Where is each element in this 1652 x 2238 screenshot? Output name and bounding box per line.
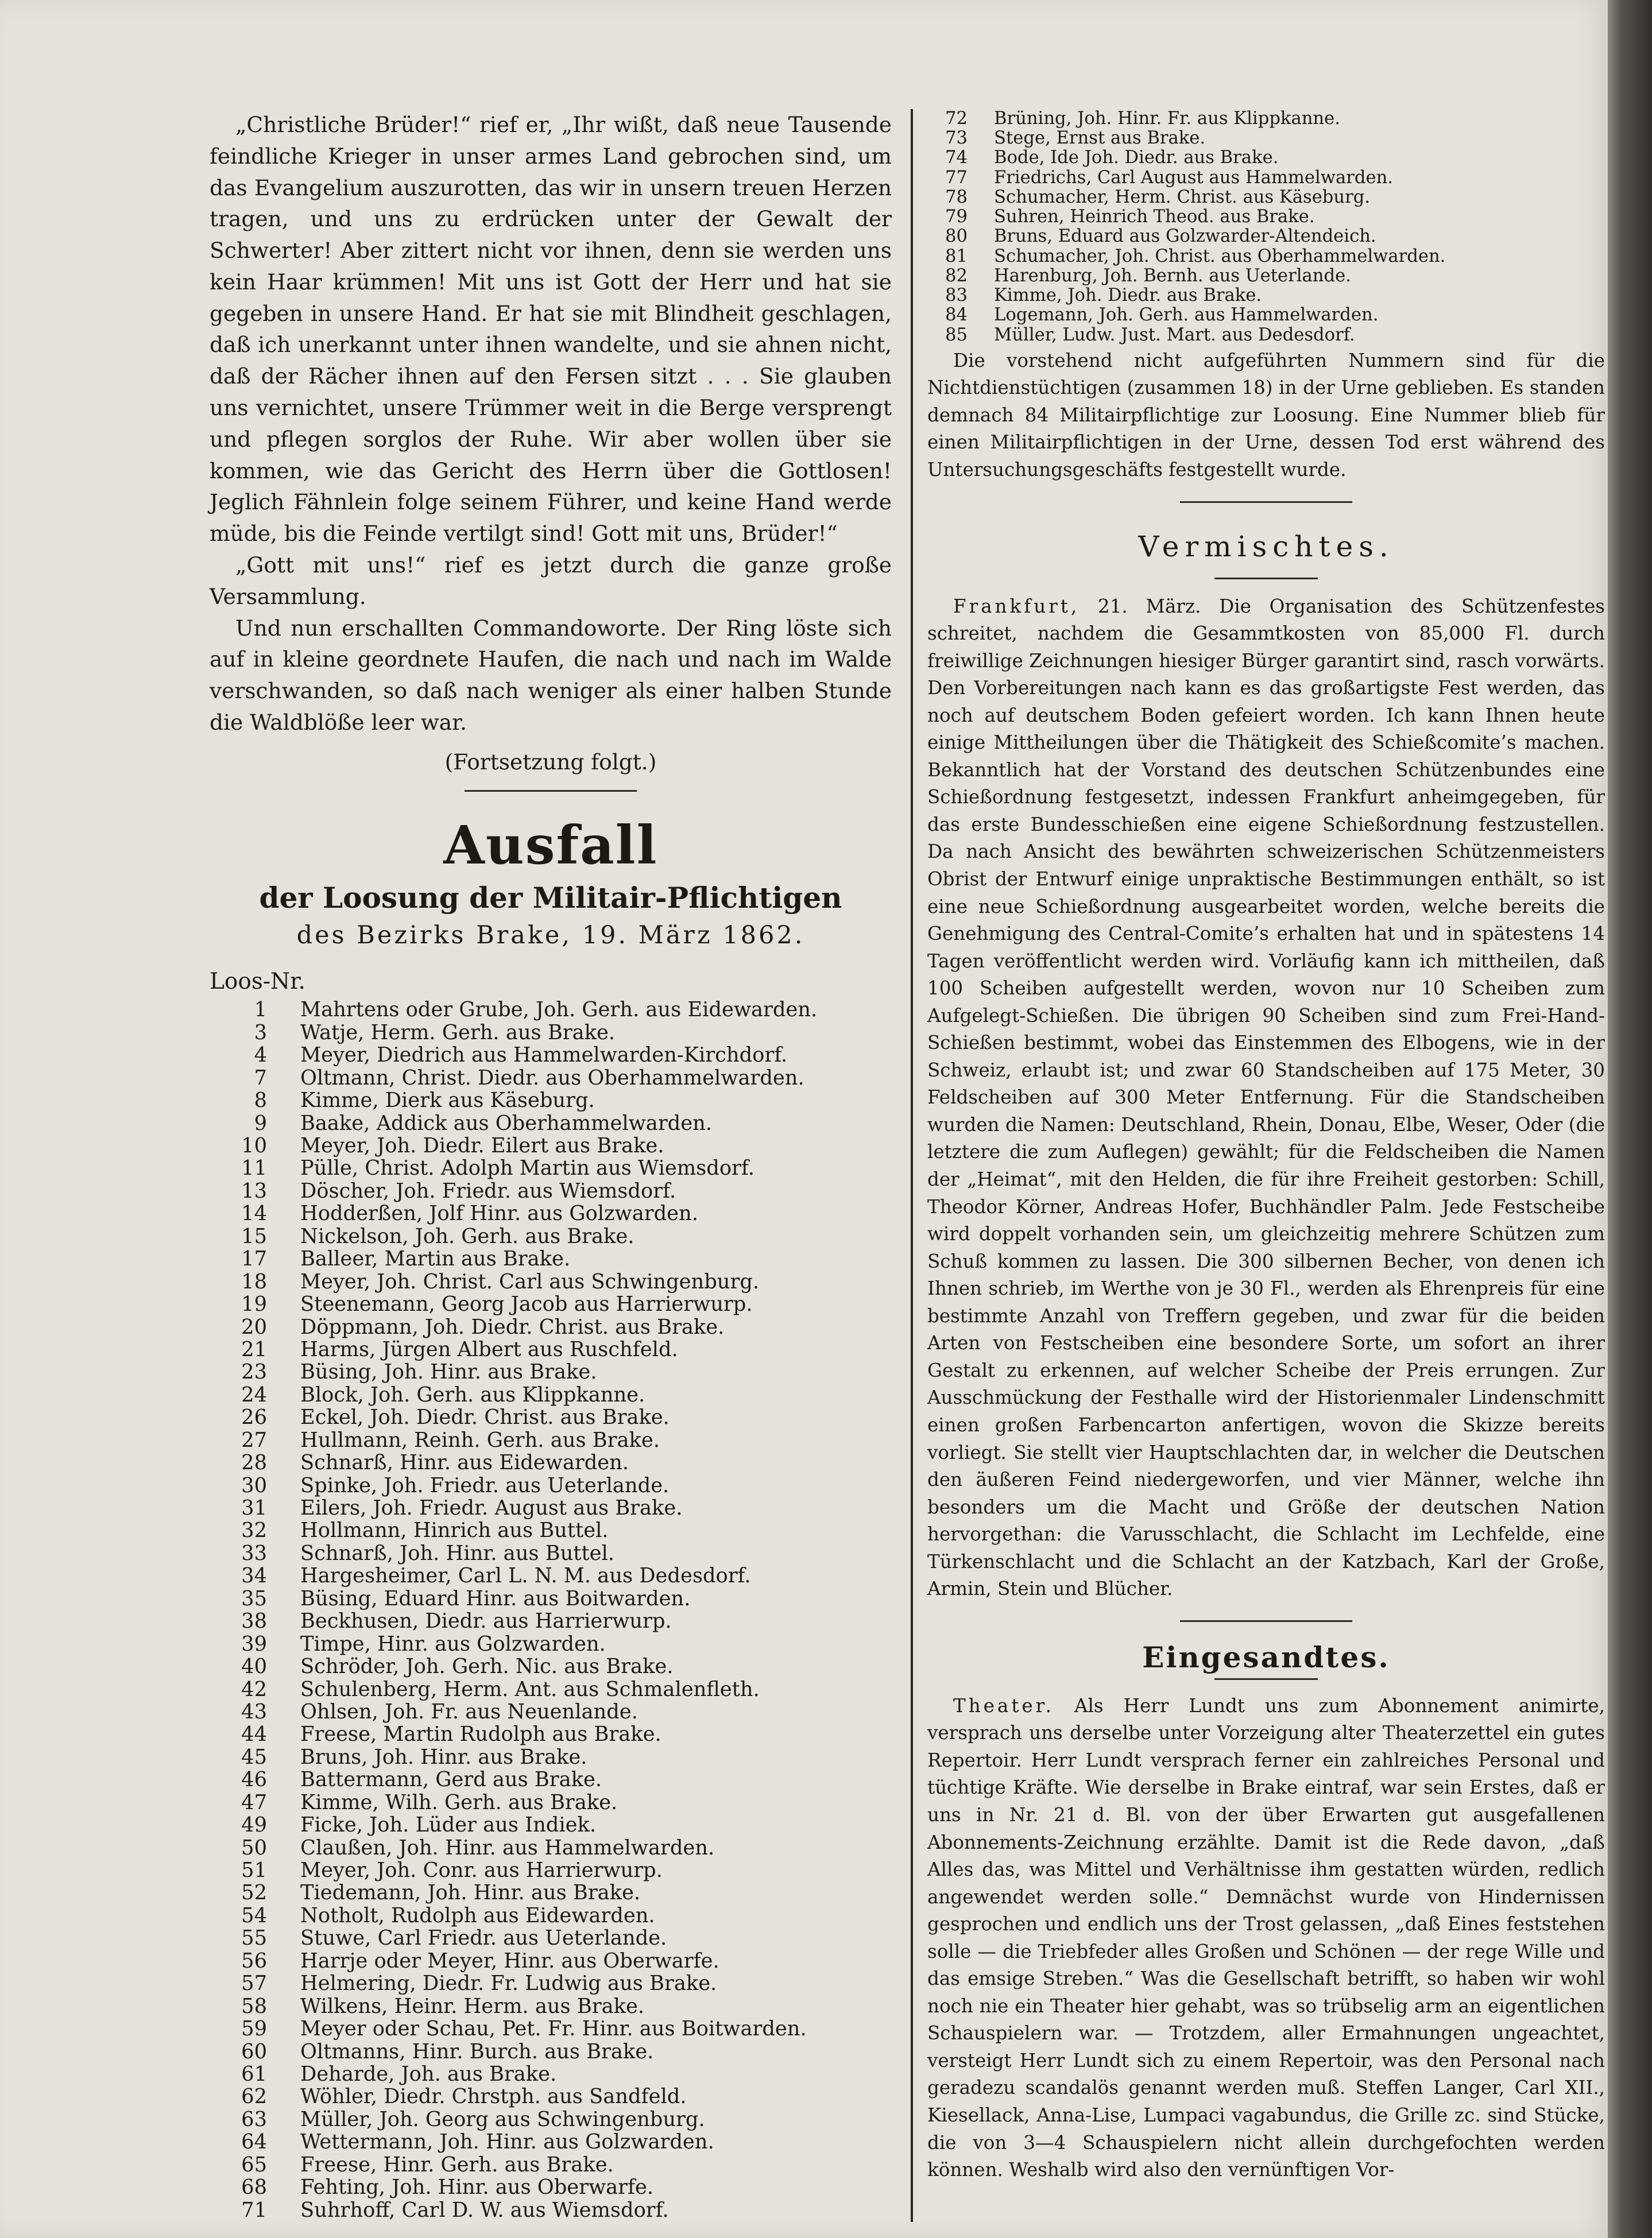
section-heading-eingesandtes: Eingesandtes.	[1142, 1640, 1390, 1674]
lot-number: 1	[254, 998, 267, 1022]
list-entry	[210, 1225, 892, 1248]
conscript-name: Kimme, Wilh. Gerh. aus Brake.	[300, 1790, 618, 1814]
lot-number: 61	[241, 2062, 267, 2086]
lot-number: 55	[241, 1926, 267, 1950]
list-entry	[210, 1723, 892, 1745]
conscript-name: Spinke, Joh. Friedr. aus Ueterlande.	[300, 1473, 670, 1497]
list-entry	[210, 1904, 892, 1927]
list-entry	[210, 1678, 892, 1701]
conscript-name: Logemann, Joh. Gerh. aus Hammelwarden.	[994, 305, 1379, 326]
conscript-name: Suhrhoff, Carl D. W. aus Wiemsdorf.	[300, 2198, 669, 2222]
lot-number: 38	[241, 1609, 267, 1633]
list-subtitle: der Loosung der Militair-Pflichtigen	[259, 881, 842, 915]
conscript-name: Deharde, Joh. aus Brake.	[300, 2062, 557, 2086]
list-entry	[927, 168, 1605, 188]
lot-number: 73	[945, 128, 968, 149]
conscript-name: Meyer oder Schau, Pet. Fr. Hinr. aus Boitwarden.	[300, 2017, 807, 2041]
lot-number: 20	[241, 1315, 267, 1339]
list-entry	[927, 207, 1605, 227]
conscript-name: Bruns, Joh. Hinr. aus Brake.	[300, 1745, 587, 1769]
list-entry	[210, 1021, 892, 1044]
conscript-name: Battermann, Gerd aus Brake.	[300, 1768, 602, 1792]
list-entry	[210, 2108, 892, 2131]
lot-number: 77	[945, 167, 968, 188]
conscript-name: Müller, Ludw. Just. Mart. aus Dedesdorf.	[994, 324, 1355, 345]
conscript-name: Ohlsen, Joh. Fr. aus Neuenlande.	[300, 1699, 638, 1724]
conscript-name: Freese, Hinr. Gerh. aus Brake.	[300, 2152, 614, 2177]
conscript-name: Freese, Martin Rudolph aus Brake.	[300, 1722, 661, 1747]
conscript-name: Schulenberg, Herm. Ant. aus Schmalenfleth.	[300, 1677, 760, 1701]
lot-number: 17	[241, 1247, 267, 1271]
lot-number: 13	[241, 1179, 267, 1203]
conscript-name: Harenburg, Joh. Bernh. aus Ueterlande.	[994, 265, 1351, 286]
conscript-name: Block, Joh. Gerh. aus Klippkanne.	[300, 1383, 645, 1407]
lot-number: 71	[241, 2198, 267, 2222]
lot-number: 42	[241, 1677, 267, 1701]
list-entry	[210, 2154, 892, 2176]
list-entry	[210, 1157, 892, 1179]
conscript-name: Wettermann, Joh. Hinr. aus Golzwarden.	[300, 2130, 714, 2154]
list-entry	[210, 2085, 892, 2108]
list-entry	[210, 1950, 892, 1972]
page-edge-shadow	[1608, 0, 1652, 2238]
conscript-name: Pülle, Christ. Adolph Martin aus Wiemsdorf.	[300, 1156, 755, 1180]
right-column	[927, 109, 1605, 2184]
lot-number: 35	[241, 1586, 267, 1610]
list-entry	[927, 286, 1605, 305]
list-entry	[927, 326, 1605, 345]
conscript-name: Oltmann, Christ. Diedr. aus Oberhammelwarden.	[300, 1066, 804, 1090]
conscript-name: Stege, Ernst aus Brake.	[994, 128, 1206, 149]
lot-number: 21	[241, 1337, 267, 1361]
conscript-name: Harrje oder Meyer, Hinr. aus Oberwarfe.	[300, 1949, 719, 1973]
list-entry	[927, 109, 1605, 129]
lottery-list-right	[927, 109, 1605, 345]
conscript-name: Müller, Joh. Georg aus Schwingenburg.	[300, 2107, 705, 2131]
conscript-name: Büsing, Joh. Hinr. aus Brake.	[300, 1360, 597, 1384]
conscript-name: Meyer, Joh. Diedr. Eilert aus Brake.	[300, 1134, 664, 1158]
list-entry	[927, 227, 1605, 246]
lot-number: 59	[241, 2017, 267, 2041]
lot-number: 52	[241, 1881, 267, 1905]
conscript-name: Döppmann, Joh. Diedr. Christ. aus Brake.	[300, 1315, 725, 1339]
conscript-name: Friedrichs, Carl August aus Hammelwarden.	[994, 167, 1394, 188]
conscript-name: Bode, Ide Joh. Diedr. aus Brake.	[994, 148, 1279, 168]
lot-number: 23	[241, 1360, 267, 1384]
list-entry	[210, 1542, 892, 1565]
list-entry	[210, 2063, 892, 2085]
article-frankfurt	[927, 593, 1605, 1603]
list-entry	[210, 1633, 892, 1655]
list-entry	[210, 1587, 892, 1610]
lot-number: 74	[945, 148, 968, 168]
lot-number: 82	[945, 265, 968, 286]
conscript-name: Stuwe, Carl Friedr. aus Ueterlande.	[300, 1926, 667, 1950]
lot-number: 57	[241, 1972, 267, 1996]
conscript-name: Balleer, Martin aus Brake.	[300, 1247, 571, 1271]
list-entry	[210, 1881, 892, 1904]
list-entry	[210, 1655, 892, 1678]
lot-number: 50	[241, 1836, 267, 1860]
conscript-name: Notholt, Rudolph aus Eidewarden.	[300, 1903, 655, 1927]
list-entry	[210, 1429, 892, 1451]
lot-number: 8	[254, 1089, 267, 1113]
lot-number: 63	[241, 2107, 267, 2131]
lot-number: 14	[241, 1202, 267, 1226]
list-entry	[927, 148, 1605, 168]
list-entry	[927, 129, 1605, 148]
list-entry	[210, 1044, 892, 1066]
list-subtitle-date: des Bezirks Brake, 19. März 1862.	[296, 921, 805, 950]
lot-number: 31	[241, 1496, 267, 1520]
conscript-name: Hodderßen, Jolf Hinr. aus Golzwarden.	[300, 1202, 698, 1226]
lot-number: 64	[241, 2130, 267, 2154]
lot-number: 32	[241, 1519, 267, 1543]
lot-number: 45	[241, 1745, 267, 1769]
conscript-name: Kimme, Joh. Diedr. aus Brake.	[994, 285, 1262, 306]
list-entry	[210, 1089, 892, 1112]
list-entry	[210, 1135, 892, 1157]
lot-number: 24	[241, 1383, 267, 1407]
article-theater	[927, 1693, 1605, 2184]
list-entry	[210, 1995, 892, 2018]
list-entry	[210, 1248, 892, 1270]
lot-number: 19	[241, 1292, 267, 1317]
lot-number: 46	[241, 1768, 267, 1792]
list-entry	[927, 305, 1605, 325]
list-entry	[210, 1837, 892, 1859]
conscript-name: Bruns, Eduard aus Golzwarder-Altendeich.	[994, 226, 1376, 247]
list-entry	[210, 2131, 892, 2153]
list-entry	[927, 188, 1605, 207]
lot-number: 7	[254, 1066, 267, 1090]
conscript-name: Hargesheimer, Carl L. N. M. aus Dedesdorf.	[300, 1564, 751, 1588]
conscript-name: Kimme, Dierk aus Käseburg.	[300, 1089, 595, 1113]
list-entry	[210, 1519, 892, 1542]
list-entry	[210, 1610, 892, 1632]
lot-number: 28	[241, 1451, 267, 1475]
conscript-name: Döscher, Joh. Friedr. aus Wiemsdorf.	[300, 1179, 676, 1203]
list-entry	[210, 2040, 892, 2063]
conscript-name: Eilers, Joh. Friedr. August aus Brake.	[300, 1496, 683, 1520]
column-divider	[911, 109, 913, 2222]
list-entry	[210, 1451, 892, 1474]
list-entry	[210, 1565, 892, 1587]
list-entry	[210, 1112, 892, 1135]
lot-number: 58	[241, 1994, 267, 2018]
lot-number: 43	[241, 1699, 267, 1724]
conscript-name: Eckel, Joh. Diedr. Christ. aus Brake.	[300, 1405, 670, 1430]
conscript-name: Schumacher, Joh. Christ. aus Oberhammelwarden.	[994, 246, 1446, 266]
list-entry	[210, 1497, 892, 1519]
lot-number: 79	[945, 207, 968, 227]
separator-rule	[465, 790, 637, 792]
conscript-name: Beckhusen, Diedr. aus Harrierwurp.	[300, 1609, 672, 1633]
conscript-name: Harms, Jürgen Albert aus Ruschfeld.	[300, 1337, 678, 1361]
lot-number: 83	[945, 285, 968, 306]
list-entry	[210, 998, 892, 1021]
lot-number: 11	[241, 1156, 267, 1180]
conscript-name: Suhren, Heinrich Theod. aus Brake.	[994, 207, 1315, 227]
conscript-name: Meyer, Diedrich aus Hammelwarden-Kirchdorf.	[300, 1043, 788, 1067]
list-entry	[210, 1384, 892, 1406]
list-entry	[210, 1768, 892, 1791]
lot-number: 62	[241, 2085, 267, 2109]
lot-number: 81	[945, 246, 968, 266]
list-entry	[210, 1338, 892, 1361]
conscript-name: Helmering, Diedr. Fr. Ludwig aus Brake.	[300, 1972, 717, 1996]
lot-number: 72	[945, 109, 968, 129]
lot-number: 78	[945, 187, 968, 207]
left-column	[210, 109, 892, 2221]
lot-number: 34	[241, 1564, 267, 1588]
lot-number: 56	[241, 1949, 267, 1973]
story-paragraph-2: „Gott mit uns!“ rief es jetzt durch die ganze große Versammlung.	[210, 552, 892, 609]
conscript-name: Büsing, Eduard Hinr. aus Boitwarden.	[300, 1586, 691, 1610]
list-entry	[210, 1972, 892, 1995]
list-entry	[210, 1406, 892, 1428]
list-entry	[210, 1202, 892, 1225]
conscript-name: Schnarß, Joh. Hinr. aus Buttel.	[300, 1541, 614, 1565]
story-paragraph-1: „Christliche Brüder!“ rief er, „Ihr wißt, daß neue Tausende feindliche Krieger in unser armes Land gebrochen sind, um das Evangelium auszurotten, das wir in unsern treuen Herzen tragen, und uns zu erdrücken unter der Gewalt der Schwerter! Aber zittert nicht vor ihnen, denn sie werden uns kein Haar krümmen! Mit uns ist Gott der Herr und hat sie gegeben in unsere Hand. Er hat sie mit Blindheit geschlagen, daß ich unerkannt unter ihnen wandelte, und sie ahnen nicht, daß der Rächer ihnen auf den Fersen sitzt . . . Sie glauben uns vernichtet, unsere Trümmer weit in die Berge versprengt und pflegen sorglos der Ruhe. Wir aber wollen über sie kommen, wie das Gericht des Herrn über die Gottlosen! Jeglich Fähnlein folge seinem Führer, und keine Hand werde müde, bis die Feinde vertilgt sind! Gott mit uns, Brüder!“	[210, 112, 892, 547]
article-frankfurt-body: 21. März. Die Organisation des Schützenfestes schreitet, nachdem die Gesammtkosten von 85,000 Fl. durch freiwillige Zeichnungen hiesiger Bürger garantirt sind, rasch vorwärts. Den Vorbereitungen nach kann es das großartigste Fest werden, das noch auf deutschem Boden gefeiert worden. Ich kann Ihnen heute einige Mittheilungen über die Thätigkeit des Schießcomite’s machen. Bekanntlich hat der Vorstand des deutschen Schützenbundes eine Schießordnung festgesetzt, indessen Frankfurt anheimgegeben, für das erste Bundesschießen eine eigene Schießordnung festzustellen. Da nach Ansicht des bewährten schweizerischen Schützenmeisters Obrist der Entwurf einige unpraktische Bestimmungen enthält, so ist eine neue Schießordnung ausgearbeitet worden, welche bereits die Genehmigung des Central-Comite’s erhalten hat und in spätestens 14 Tagen veröffentlicht werden wird. Vorläufig kann ich mittheilen, daß 100 Scheiben aufgestellt werden, wovon nur 10 Scheiben zum Aufgelegt-Schießen. Die übrigen 90 Scheiben sind zum Frei-Hand-Schießen bestimmt, wobei das Einstemmen des Elbogens, wie in der Schweiz, erlaubt ist; und zwar 60 Standscheiben auf 175 Meter, 30 Feldscheiben auf 300 Meter Entfernung. Für die Standscheiben wurden die Namen: Deutschland, Rhein, Donau, Elbe, Weser, Oder (die letztere die zum Auflegen) gewählt; für die Feldscheiben die Namen der „Heimat“, mit den Helden, die für ihre Freiheit gestorben: Schill, Theodor Körner, Andreas Hofer, Buchhändler Palm. Jede Festscheibe wird doppelt vorhanden sein, um gleichzeitig mehrere Schützen zum Schuß kommen zu lassen. Die 300 silbernen Becher, von denen ich Ihnen schrieb, im Werthe von je 30 Fl., werden als Ehrenpreis für eine bestimmte Anzahl von Treffern gegeben, und zwar für die beiden Arten von Festscheiben eine besondere Sorte, um sofort an ihrer Gestalt zu erkennen, auf welcher Scheibe der Preis errungen. Zur Ausschmückung der Festhalle wird der Historienmaler Lindenschmitt einen großen Farbencarton anfertigen, wovon die Skizze bereits vorliegt. Sie stellt vier Hauptschlachten dar, in welcher die Deutschen den äußeren Feind niedergeworfen, und vier Männer, welche ihn besonders um die Macht und Größe der deutschen Nation hervorgethan: die Varusschlacht, die Schlacht im Lechfelde, eine Türkenschlacht und die Schlacht an der Katzbach, Karl der Große, Armin, Stein und Blücher.	[927, 595, 1605, 1600]
list-entry	[210, 2199, 892, 2221]
list-entry	[210, 1271, 892, 1293]
article-dateline: Frankfurt,	[953, 595, 1080, 617]
lot-number: 15	[241, 1224, 267, 1248]
conscript-name: Claußen, Joh. Hinr. aus Hammelwarden.	[300, 1836, 715, 1860]
article-theater-body: Als Herr Lundt uns zum Abonnement animirte, versprach uns derselbe unter Vorzeigung alter Theaterzettel ein gutes Repertoir. Herr Lundt versprach ferner ein zahlreiches Personal und tüchtige Kräfte. Wie derselbe in Brake eintraf, war sein Erstes, daß er uns in Nr. 21 d. Bl. von der über Erwarten gut ausgefallenen Abonnements-Zeichnung erzählte. Damit ist die Rede davon, „daß Alles das, was Mittel und Verhältnisse ihm gestatten würden, redlich angewendet werden solle.“ Demnächst wurde von Hindernissen gesprochen und endlich uns der Trost gelassen, „daß Eines feststehen solle — die Triebfeder alles Großen und Schönen — der rege Wille und das emsige Streben.“ Was die Gesellschaft betrifft, so haben wir wohl noch nie ein Theater hier gehabt, was so trübselig arm an eigentlichen Schauspielern war. — Trotzdem, aller Ermahnungen ungeachtet, versteigt Herr Lundt sich zu einem Repertoir, was den Personal nach geradezu scandalös genannt werden muß. Steffen Langer, Carl XII., Kiesellack, Anna-Lise, Lumpaci vagabundus, die Grille zc. sind Stücke, die von 3—4 Schauspielern nicht allein durchgefochten werden können. Weshalb wird also den vernünftigen Vor-	[927, 1694, 1605, 2181]
conscript-name: Mahrtens oder Grube, Joh. Gerh. aus Eidewarden.	[300, 998, 818, 1022]
lot-number: 49	[241, 1813, 267, 1837]
conscript-name: Hullmann, Reinh. Gerh. aus Brake.	[300, 1428, 660, 1452]
list-entry	[210, 2018, 892, 2040]
separator-rule	[1180, 1620, 1352, 1622]
section-heading-vermischtes: Vermischtes.	[1138, 529, 1394, 563]
lot-number: 51	[241, 1858, 267, 1883]
list-entry	[210, 1067, 892, 1089]
separator-rule	[1214, 578, 1318, 579]
conscript-name: Baake, Addick aus Oberhammelwarden.	[300, 1111, 712, 1135]
lot-number: 10	[241, 1134, 267, 1158]
list-entry	[210, 1859, 892, 1881]
continuation-note: (Fortsetzung folgt.)	[444, 749, 657, 775]
conscript-name: Schumacher, Herm. Christ. aus Käseburg.	[994, 187, 1371, 207]
conscript-name: Watje, Herm. Gerh. aus Brake.	[300, 1020, 616, 1044]
conscript-name: Wilkens, Heinr. Herm. aus Brake.	[300, 1994, 645, 2018]
conscript-name: Ficke, Joh. Lüder aus Indiek.	[300, 1813, 597, 1837]
conscript-name: Timpe, Hinr. aus Golzwarden.	[300, 1632, 606, 1656]
lot-number: 39	[241, 1632, 267, 1656]
article-theater-lead: Theater.	[953, 1694, 1055, 1717]
story-paragraph-3: Und nun erschallten Commandoworte. Der Ring löste sich auf in kleine geordnete Haufen, die nach und nach im Walde verschwanden, so daß nach weniger als einer halben Stunde die Waldblöße leer war.	[210, 615, 892, 735]
conscript-name: Tiedemann, Joh. Hinr. aus Brake.	[300, 1881, 641, 1905]
lot-number: 54	[241, 1903, 267, 1927]
lot-number: 4	[254, 1043, 267, 1067]
conscript-name: Schröder, Joh. Gerh. Nic. aus Brake.	[300, 1655, 674, 1679]
lot-number: 40	[241, 1655, 267, 1679]
lottery-list-left	[210, 998, 892, 2221]
lot-number: 85	[945, 324, 968, 345]
list-column-header: Loos-Nr.	[210, 969, 305, 995]
lot-number: 44	[241, 1722, 267, 1747]
conscript-name: Hollmann, Hinrich aus Buttel.	[300, 1519, 609, 1543]
list-entry	[210, 1474, 892, 1497]
lot-number: 3	[254, 1020, 267, 1044]
lot-number: 9	[254, 1111, 267, 1135]
list-entry	[210, 2176, 892, 2198]
lot-number: 33	[241, 1541, 267, 1565]
list-entry	[927, 247, 1605, 266]
conscript-name: Meyer, Joh. Conr. aus Harrierwurp.	[300, 1858, 663, 1883]
list-entry	[210, 1316, 892, 1338]
lot-number: 60	[241, 2039, 267, 2063]
conscript-name: Wöhler, Diedr. Chrstph. aus Sandfeld.	[300, 2085, 687, 2109]
conscript-name: Meyer, Joh. Christ. Carl aus Schwingenburg.	[300, 1269, 760, 1294]
list-footnote: Die vorstehend nicht aufgeführten Nummern sind für die Nichtdienstüchtigen (zusammen 18) in der Urne geblieben. Es standen demnach 84 Militairpflichtige zur Loosung. Eine Nummer blieb für einen Militairpflichtigen in der Urne, dessen Tod erst während des Untersuchungsgeschäfts festgestellt wurde.	[927, 349, 1605, 481]
list-title: Ausfall	[443, 814, 658, 877]
lot-number: 84	[945, 305, 968, 326]
list-entry	[210, 1791, 892, 1814]
lot-number: 27	[241, 1428, 267, 1452]
separator-rule	[1180, 501, 1352, 503]
list-entry	[210, 1293, 892, 1315]
list-entry	[210, 1746, 892, 1768]
lot-number: 80	[945, 226, 968, 247]
list-entry	[210, 1814, 892, 1836]
conscript-name: Schnarß, Hinr. aus Eidewarden.	[300, 1451, 629, 1475]
lot-number: 30	[241, 1473, 267, 1497]
list-entry	[210, 1180, 892, 1202]
list-entry	[210, 1361, 892, 1383]
conscript-name: Steenemann, Georg Jacob aus Harrierwurp.	[300, 1292, 753, 1317]
conscript-name: Nickelson, Joh. Gerh. aus Brake.	[300, 1224, 635, 1248]
list-entry	[210, 1927, 892, 1949]
lot-number: 68	[241, 2175, 267, 2200]
lot-number: 65	[241, 2152, 267, 2177]
conscript-name: Oltmanns, Hinr. Burch. aus Brake.	[300, 2039, 654, 2063]
list-entry	[927, 266, 1605, 286]
lot-number: 26	[241, 1405, 267, 1430]
conscript-name: Brüning, Joh. Hinr. Fr. aus Klippkanne.	[994, 109, 1340, 129]
conscript-name: Fehting, Joh. Hinr. aus Oberwarfe.	[300, 2175, 654, 2200]
lot-number: 47	[241, 1790, 267, 1814]
lot-number: 18	[241, 1269, 267, 1294]
list-entry	[210, 1701, 892, 1723]
